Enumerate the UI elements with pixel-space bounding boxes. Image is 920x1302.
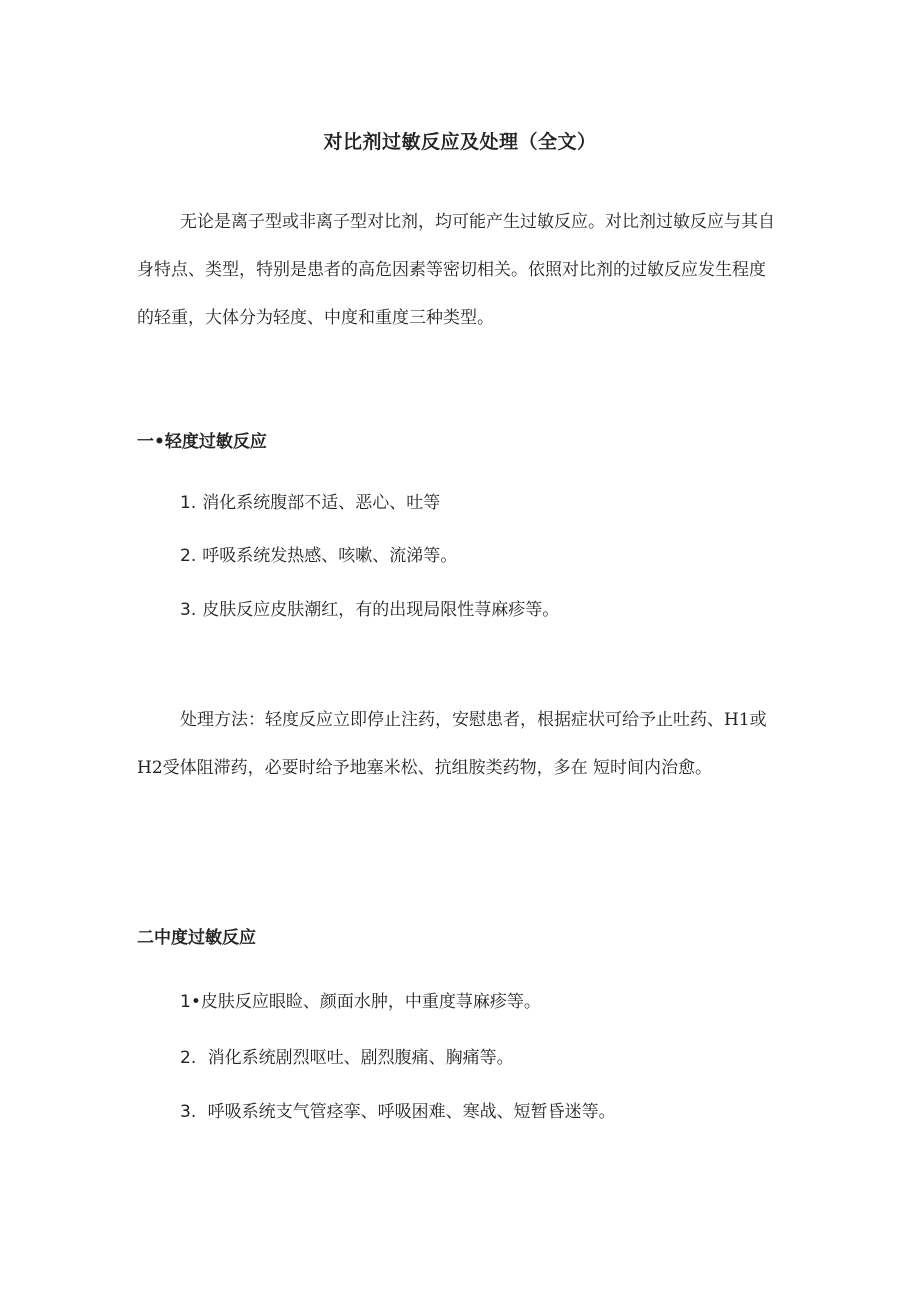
section-heading-moderate: 二中度过敏反应: [137, 928, 256, 948]
list-item: [180, 987, 541, 1012]
list-item-number: 2.: [180, 546, 197, 566]
treatment-paragraph: 处理方法：轻度反应立即停止注药，安慰患者，根据症状可给予止吐药、H1或H2受体阻滞药，必要时给予地塞米松、抗组胺类药物，多在 短时间内治愈。: [137, 710, 767, 778]
list-item-number: 1•: [180, 992, 201, 1012]
list-item-text: 呼吸系统发热感、咳嗽、流涕等。: [202, 546, 458, 566]
list-item-number: 1.: [180, 493, 197, 513]
list-item-text: 消化系统剧烈呕吐、剧烈腹痛、胸痛等。: [202, 1048, 514, 1068]
document-title: 对比剂过敏反应及处理（全文）: [323, 131, 597, 153]
list-item-text: 皮肤反应眼睑、颜面水肿，中重度荨麻疹等。: [200, 992, 541, 1012]
list-item-text: 消化系统腹部不适、恶心、吐等: [202, 493, 441, 513]
list-item: [180, 1043, 514, 1068]
list-item: [180, 1097, 616, 1122]
list-item-number: 2.: [180, 1048, 197, 1068]
list-item: [180, 488, 440, 513]
list-item-number: 3.: [180, 600, 197, 620]
list-item: [180, 595, 559, 620]
list-item-number: 3.: [180, 1102, 197, 1122]
list-item: [180, 541, 457, 566]
list-item-text: 呼吸系统支气管痉挛、呼吸困难、寒战、短暂昏迷等。: [202, 1102, 616, 1122]
intro-paragraph: 无论是离子型或非离子型对比剂，均可能产生过敏反应。对比剂过敏反应与其自身特点、类型，特别是患者的高危因素等密切相关。依照对比剂的过敏反应发生程度的轻重，大体分为轻度、中度和重度三种类型。: [137, 212, 775, 328]
section-heading-mild: 一•轻度过敏反应: [137, 432, 267, 452]
list-item-text: 皮肤反应皮肤潮红，有的出现局限性荨麻疹等。: [202, 600, 560, 620]
